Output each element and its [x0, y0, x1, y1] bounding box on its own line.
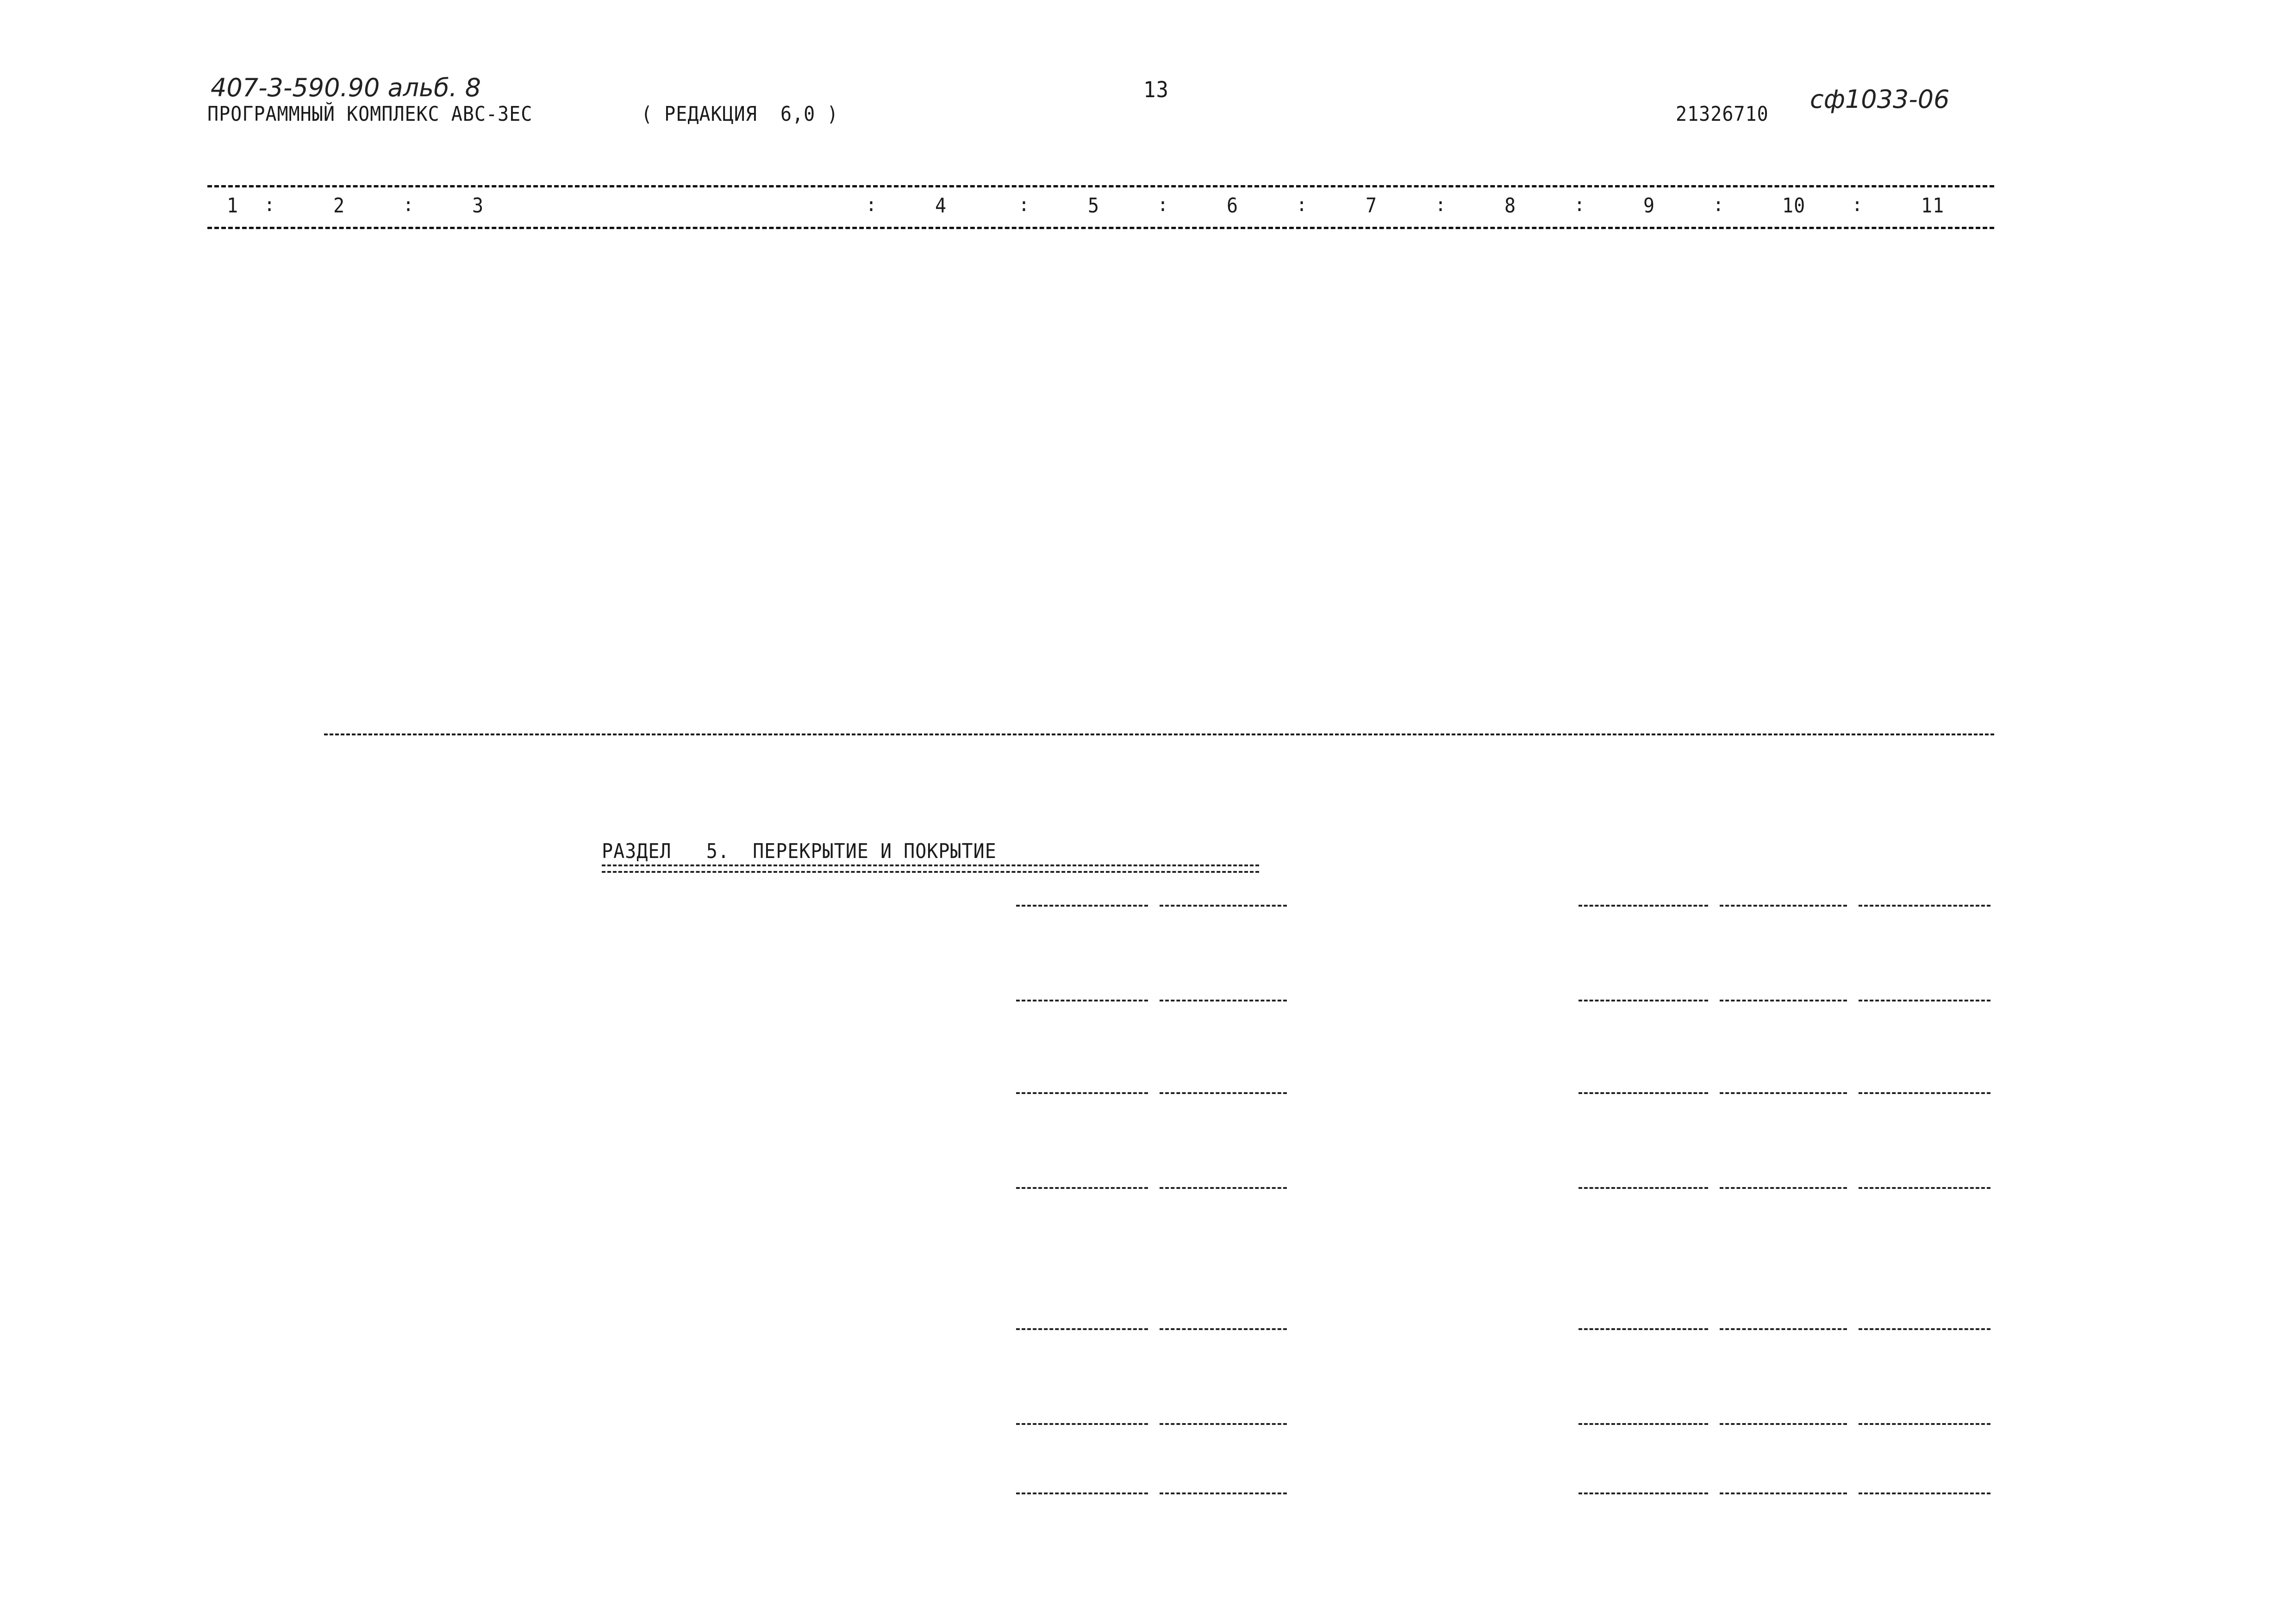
cell-divider: [1016, 905, 1148, 907]
cell-divider: [1720, 905, 1847, 907]
cell-divider: [1720, 1492, 1847, 1494]
column-header-11: 11: [1921, 194, 1945, 218]
cell-divider: [1160, 905, 1287, 907]
page-number: 13: [1143, 77, 1169, 103]
column-header-3: 3: [472, 194, 484, 218]
column-header-2: 2: [333, 194, 345, 218]
cell-divider: [1578, 1092, 1708, 1094]
album-reference: 407-3-590.90 альб. 8: [211, 73, 481, 102]
cell-divider: [1859, 1187, 1990, 1189]
cell-divider: [1859, 1000, 1990, 1001]
cell-divider: [1859, 905, 1990, 907]
cell-divider: [1859, 1423, 1990, 1425]
edition: ( РЕДАКЦИЯ 6,0 ): [641, 103, 839, 126]
cell-divider: [1720, 1328, 1847, 1330]
cell-divider: [1720, 1423, 1847, 1425]
cell-divider: [1160, 1000, 1287, 1001]
cell-divider: [1578, 905, 1708, 907]
column-separator: :: [866, 194, 877, 216]
column-separator: :: [1018, 194, 1030, 216]
column-separator: :: [1435, 194, 1447, 216]
cell-divider: [1016, 1423, 1148, 1425]
column-separator: :: [264, 194, 275, 216]
column-separator: :: [1296, 194, 1308, 216]
column-header-4: 4: [935, 194, 947, 218]
cell-divider: [1578, 1423, 1708, 1425]
header-top-rule: [207, 185, 1994, 187]
cell-divider: [1160, 1328, 1287, 1330]
column-separator: :: [1574, 194, 1585, 216]
header-bottom-rule: [207, 227, 1994, 229]
cell-divider: [1859, 1092, 1990, 1094]
column-separator: :: [403, 194, 414, 216]
section-title-underline: [602, 864, 1259, 873]
cell-divider: [1016, 1187, 1148, 1189]
cell-divider: [1160, 1492, 1287, 1494]
cell-divider: [1160, 1423, 1287, 1425]
cell-divider: [1720, 1092, 1847, 1094]
section-title: РАЗДЕЛ 5. ПЕРЕКРЫТИЕ И ПОКРЫТИЕ: [602, 840, 997, 863]
column-header-5: 5: [1088, 194, 1100, 218]
column-header-7: 7: [1366, 194, 1378, 218]
cell-divider: [1859, 1492, 1990, 1494]
cell-divider: [1578, 1187, 1708, 1189]
column-header-8: 8: [1504, 194, 1516, 218]
cell-divider: [1859, 1328, 1990, 1330]
column-header-1: 1: [227, 194, 239, 218]
cell-divider: [1016, 1492, 1148, 1494]
column-header-9: 9: [1643, 194, 1655, 218]
cell-divider: [1016, 1000, 1148, 1001]
column-header-6: 6: [1227, 194, 1239, 218]
cell-divider: [1016, 1328, 1148, 1330]
cell-divider: [1720, 1187, 1847, 1189]
column-separator: :: [1852, 194, 1863, 216]
cell-divider: [1016, 1092, 1148, 1094]
column-separator: :: [1157, 194, 1169, 216]
totals-rule: [324, 734, 1994, 735]
handwritten-stamp: сф1033-06: [1810, 85, 1950, 114]
column-separator: :: [1713, 194, 1724, 216]
cell-divider: [1160, 1092, 1287, 1094]
column-header-10: 10: [1782, 194, 1806, 218]
cell-divider: [1720, 1000, 1847, 1001]
document-code: 21326710: [1676, 103, 1769, 126]
cell-divider: [1578, 1000, 1708, 1001]
cell-divider: [1578, 1328, 1708, 1330]
program-name: ПРОГРАММНЫЙ КОМПЛЕКС АВС-3ЕС: [207, 103, 533, 126]
cell-divider: [1160, 1187, 1287, 1189]
cell-divider: [1578, 1492, 1708, 1494]
